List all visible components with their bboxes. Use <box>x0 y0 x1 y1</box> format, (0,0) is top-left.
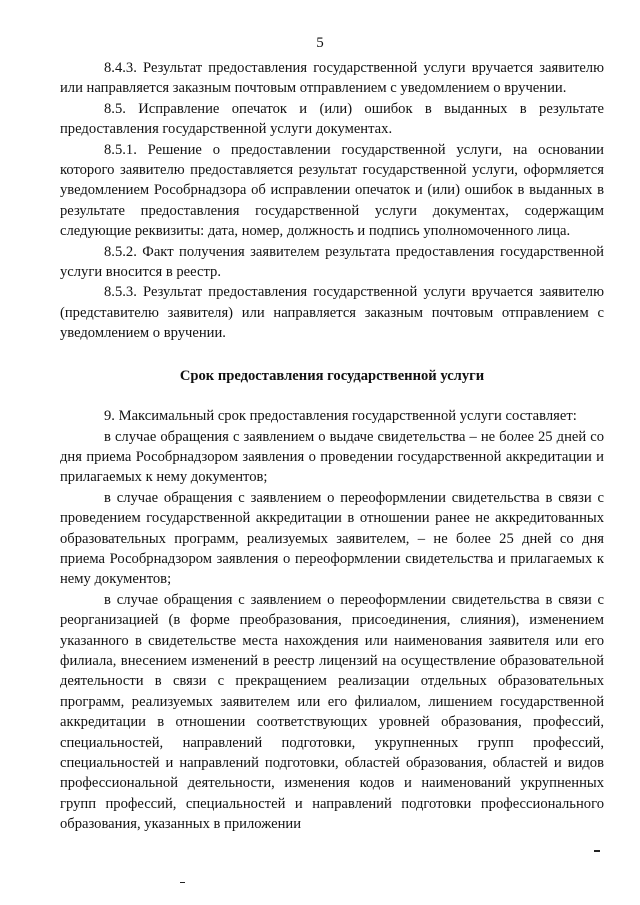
spacer <box>60 344 604 366</box>
page-number: 5 <box>316 35 324 51</box>
paragraph-issue-certificate: в случае обращения с заявлением о выдаче свидетельства – не более 25 дней со дня приема Рособрнадзором заявления о проведении государственной аккредитации и прилагаемых к нему документов; <box>60 428 604 486</box>
scan-mark <box>180 882 185 883</box>
scan-mark <box>594 850 600 852</box>
paragraph-9: 9. Максимальный срок предоставления государственной услуги составляет: <box>104 408 577 425</box>
paragraph-reissue-reorganization: в случае обращения с заявлением о переоформлении свидетельства в связи с реорганизацией (в форме преобразования, присоединения, слияния), изменением указанного в свидетельстве места нахождения или наименования заявителя или его филиала, внесением изменений в реестр лицензий на осуществление образовательной деятельности в связи с прекращением реализации отдельных образовательных программ, реализуемых заявителем или его филиалом, лишением государственной аккредитации в отношении соответствующих уровней образования, профессий, специальностей, направлений подготовки, укрупненных групп профессий, специальностей и направлений подготовки, областей образования, областей и видов профессиональной деятельности, изменения кодов и наименований укрупненных групп профессий, специальностей и направлений подготовки профессионального образования, указанных в приложении <box>60 591 604 833</box>
spacer <box>60 386 604 406</box>
paragraph-8-5: 8.5. Исправление опечаток и (или) ошибок в выданных в результате предоставления государственной услуги документах. <box>60 100 604 138</box>
paragraph-8-4-3: 8.4.3. Результат предоставления государственной услуги вручается заявителю или направляется заказным почтовым отправлением с уведомлением о вручении. <box>60 60 604 97</box>
paragraph-8-5-3: 8.5.3. Результат предоставления государственной услуги вручается заявителю (представителю заявителя) или направляется заказным почтовым отправлением с уведомлением о вручении. <box>60 284 604 342</box>
paragraph-8-5-2: 8.5.2. Факт получения заявителем результата предоставления государственной услуги вносится в реестр. <box>60 243 604 281</box>
document-body <box>60 58 604 835</box>
paragraph-reissue-new-programs: в случае обращения с заявлением о переоформлении свидетельства в связи с проведением государственной аккредитации в отношении ранее не аккредитованных образовательных программ, реализуемых заявителем, – не более 25 дней со дня приема Рособрнадзором заявления о переоформлении свидетельства и прилагаемых к нему документов; <box>60 489 604 588</box>
section-heading: Срок предоставления государственной услуги <box>179 367 485 384</box>
paragraph-8-5-1: 8.5.1. Решение о предоставлении государственной услуги, на основании которого заявителю предоставляется результат государственной услуги, оформляется уведомлением Рособрнадзора об исправлении опечаток и (или) ошибок в выданных в результате предоставления государственной услуги документах, содержащим следующие реквизиты: дата, номер, должность и подпись уполномоченного лица. <box>60 141 604 240</box>
